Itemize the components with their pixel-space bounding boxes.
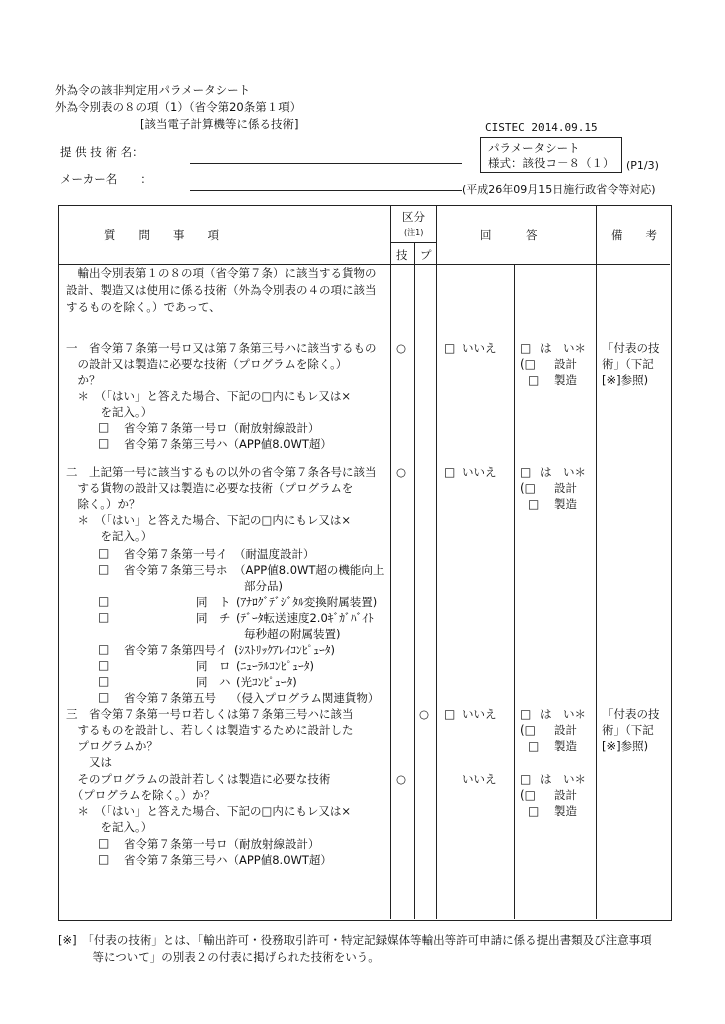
q3b-sub-item: 省令第７条第三号ハ（APP値8.0WT超） [124, 853, 332, 867]
header-note1: (注1) [404, 228, 424, 237]
q3-design: 設計 [554, 723, 577, 737]
effective-note: (平成26年09月15日施行政省令等対応) [462, 183, 656, 196]
cistec-date: CISTEC 2014.09.15 [485, 121, 598, 134]
q1-line: 一 省令第７条第一号ロ又は第７条第三号ハに該当するもの [66, 341, 377, 355]
sheet-format: 様式：該役コ－８（１） [488, 156, 615, 170]
header-answer: 回 答 [480, 228, 538, 242]
q3-line: 又は [66, 755, 112, 769]
q3-manufacture: 製造 [554, 739, 577, 753]
q2-sub-a: 同 ハ [196, 675, 231, 689]
q2-yes: は い＊ [540, 465, 586, 479]
intro-line: 設計、製造又は使用に係る技術（外為令別表の４の項に該当 [66, 283, 377, 297]
q1-line: ＊ （「はい」と答えた場合、下記の□内にもレ又は× [66, 389, 351, 403]
q3-remark: [※]参照) [602, 739, 649, 753]
q3-line: するものを設計し、若しくは製造するために設計した [66, 723, 354, 737]
q2-sub-b: (ｼｽﾄﾘｯｸｱﾚｲｺﾝﾋﾟｭｰﾀ) [234, 643, 335, 657]
col-divider-question [390, 206, 391, 919]
q2-sub-b: (ｱﾅﾛｸﾞﾃﾞｼﾞﾀﾙ変換附属装置) [236, 595, 378, 609]
checkbox[interactable]: □ [98, 610, 110, 624]
footer-note: [※] 「付表の技術」とは、「輸出許可・役務取引許可・特定記録媒体等輸出等許可申請に係る提出書類及び注意事項 [58, 933, 652, 947]
provider-input-line[interactable] [190, 163, 462, 164]
q2-line: 除く。）か？ [66, 497, 141, 511]
q3-no: いいえ [462, 707, 497, 721]
q2-design: 設計 [554, 481, 577, 495]
intro-line: 輸出令別表第１の８の項（省令第７条）に該当する貨物の [66, 266, 377, 280]
sheet-label: パラメータシート [488, 141, 580, 155]
q3b-line: そのプログラムの設計若しくは製造に必要な技術 [66, 772, 331, 786]
checkbox-design[interactable]: (□ [520, 788, 537, 802]
q1-no: いいえ [462, 341, 497, 355]
col-divider-kubun-end [436, 206, 437, 919]
checkbox[interactable]: □ [98, 546, 110, 560]
maker-input-line[interactable] [190, 190, 462, 191]
q3b-no: いいえ [462, 772, 497, 786]
q2-line: する貨物の設計又は製造に必要な技術（プログラムを [66, 481, 354, 495]
q3b-sub-item: 省令第７条第一号ロ（耐放射線設計） [124, 837, 320, 851]
header-gi: 技 [396, 248, 408, 262]
q3b-line: （プログラムを除く。）か？ [66, 788, 216, 802]
q1-line: を記入。） [66, 405, 153, 419]
checkbox-yes[interactable]: □ [520, 341, 532, 355]
checkbox[interactable]: □ [98, 658, 110, 672]
checkbox[interactable]: □ [98, 436, 110, 450]
doc-title-3: [該当電子計算機等に係る技術] [140, 117, 299, 131]
checkbox[interactable]: □ [98, 562, 110, 576]
q2-sub-b: (ﾃﾞｰﾀ転送速度2.0ｷﾞｶﾞﾊﾞｲﾄ [236, 611, 374, 625]
kubun-split-line [391, 242, 436, 243]
q2-line: ＊ （「はい」と答えた場合、下記の□内にもレ又は× [66, 513, 351, 527]
q2-manufacture: 製造 [554, 497, 577, 511]
q3-kubun-mark: ○ [419, 707, 430, 721]
q1-sub-item: 省令第７条第三号ハ（APP値8.0WT超） [124, 437, 332, 451]
checkbox-manufacture[interactable]: □ [528, 739, 540, 753]
q3b-kubun-mark: ○ [396, 772, 407, 786]
checkbox-manufacture[interactable]: □ [528, 804, 540, 818]
checkbox-yes[interactable]: □ [520, 707, 532, 721]
q3b-line: を記入。） [66, 820, 153, 834]
checkbox-manufacture[interactable]: □ [528, 497, 540, 511]
checkbox[interactable]: □ [98, 642, 110, 656]
q2-line: 二 上記第一号に該当するもの以外の省令第７条各号に該当 [66, 465, 377, 479]
col-divider-kubun [414, 242, 415, 919]
q3b-manufacture: 製造 [554, 804, 577, 818]
q2-no: いいえ [462, 465, 497, 479]
q2-sub-a: 同 ト [196, 595, 231, 609]
checkbox-design[interactable]: (□ [520, 481, 537, 495]
q3-yes: は い＊ [540, 707, 586, 721]
q3b-yes: は い＊ [540, 772, 586, 786]
header-remarks: 備 考 [611, 228, 657, 242]
q2-kubun-mark: ○ [396, 465, 407, 479]
q1-manufacture: 製造 [554, 373, 577, 387]
q1-remark: 術」（下記 [602, 357, 654, 371]
q3-line: 三 省令第７条第一号ロ若しくは第７条第三号ハに該当 [66, 707, 354, 721]
intro-line: するものを除く。）であって、 [66, 300, 221, 314]
checkbox[interactable]: □ [98, 852, 110, 866]
q3-line: プログラムか？ [66, 739, 158, 753]
checkbox-design[interactable]: (□ [520, 357, 537, 371]
checkbox-no[interactable]: □ [444, 341, 456, 355]
maker-label: メーカー名 ： [60, 172, 152, 186]
q2-sub-b: （耐温度設計） [234, 547, 315, 561]
q2-line: を記入。） [66, 529, 153, 543]
q1-remark: 「付表の技 [602, 341, 660, 355]
q1-design: 設計 [554, 357, 577, 371]
q3-remark: 術」（下記 [602, 723, 654, 737]
checkbox-no[interactable]: □ [444, 465, 456, 479]
q3b-design: 設計 [554, 788, 577, 802]
q1-line: か？ [66, 373, 101, 387]
q1-kubun-mark: ○ [396, 341, 407, 355]
q1-line: の設計又は製造に必要な技術（プログラムを除く。） [66, 357, 348, 371]
q2-sub-a: 省令第７条第四号イ [124, 643, 228, 657]
doc-title-1: 外為令の該非判定用パラメータシート [55, 83, 251, 97]
q2-sub-a: 省令第７条第三号ホ [124, 563, 228, 577]
q1-remark: [※]参照) [602, 373, 649, 387]
checkbox[interactable]: □ [98, 594, 110, 608]
checkbox-manufacture[interactable]: □ [528, 373, 540, 387]
col-divider-answer [514, 265, 515, 919]
footer-note: 等について」の別表２の付表に掲げられた技術をいう。 [58, 950, 380, 964]
col-divider-remarks [596, 206, 597, 919]
header-bottom-line [59, 264, 670, 265]
q2-sub-b: 部分品) [244, 579, 283, 593]
checkbox[interactable]: □ [98, 674, 110, 688]
provider-label: 提 供 技 術 名： [60, 145, 144, 159]
q2-sub-a: 同 ロ [196, 659, 231, 673]
checkbox[interactable]: □ [98, 690, 110, 704]
q2-sub-b: （侵入プログラム関連貨物） [230, 691, 380, 705]
header-pu: プ [420, 248, 432, 262]
checkbox-yes[interactable]: □ [520, 465, 532, 479]
q2-sub-b: （APP値8.0WT超の機能向上 [234, 563, 385, 577]
q3-remark: 「付表の技 [602, 707, 660, 721]
checkbox-no[interactable]: □ [444, 707, 456, 721]
q2-sub-b: 毎秒超の附属装置) [244, 627, 341, 641]
page-number: (P1/3) [626, 159, 659, 172]
checkbox-design[interactable]: (□ [520, 723, 537, 737]
doc-title-2: 外為令別表の８の項（1）（省令第20条第１項） [55, 100, 302, 114]
q3b-line: ＊ （「はい」と答えた場合、下記の□内にもレ又は× [66, 804, 351, 818]
checkbox[interactable]: □ [98, 420, 110, 434]
q1-sub-item: 省令第７条第一号ロ（耐放射線設計） [124, 421, 320, 435]
checkbox[interactable]: □ [98, 836, 110, 850]
q2-sub-b: (ﾆｭｰﾗﾙｺﾝﾋﾟｭｰﾀ) [236, 659, 314, 673]
q2-sub-b: (光ｺﾝﾋﾟｭｰﾀ) [236, 675, 297, 689]
q2-sub-a: 省令第７条第一号イ [124, 547, 228, 561]
q1-yes: は い＊ [540, 341, 586, 355]
header-question: 質 問 事 項 [104, 228, 219, 242]
q2-sub-a: 省令第７条第五号 [124, 691, 216, 705]
checkbox-yes[interactable]: □ [520, 772, 532, 786]
q2-sub-a: 同 チ [196, 611, 231, 625]
header-kubun: 区分 [402, 210, 425, 224]
